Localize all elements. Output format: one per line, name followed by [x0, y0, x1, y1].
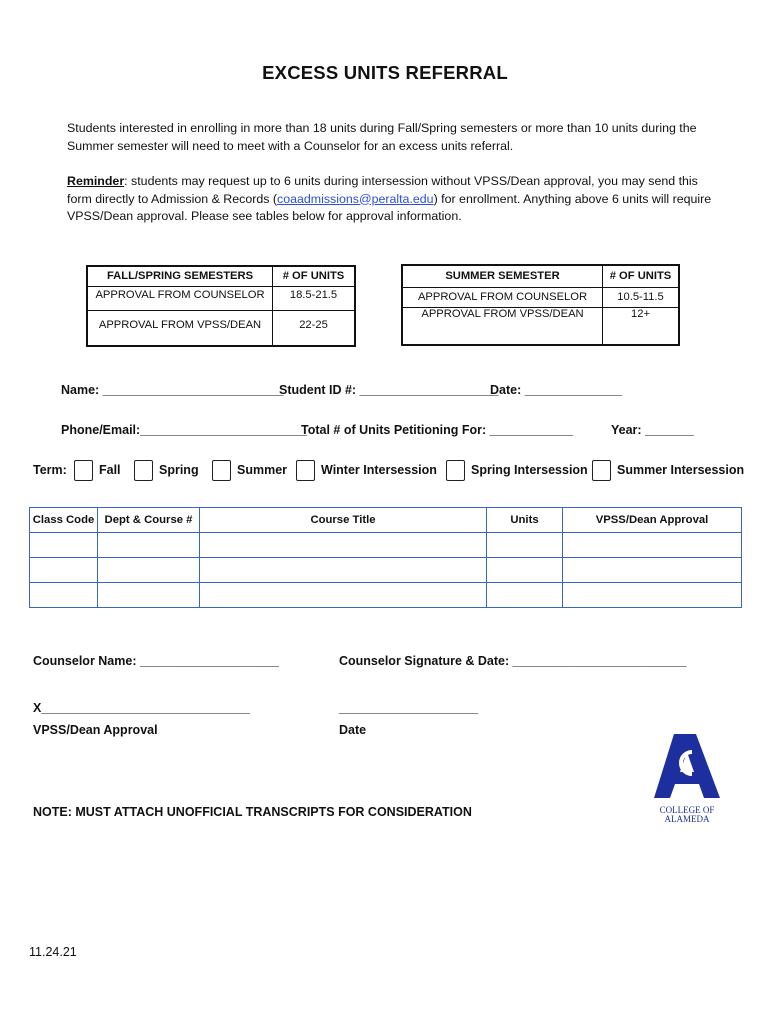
summer-checkbox[interactable]	[212, 460, 231, 481]
winter-intersession-checkbox[interactable]	[296, 460, 315, 481]
summer-row-units: 12+	[603, 307, 680, 345]
fall-spring-row-label: APPROVAL FROM VPSS/DEAN	[87, 310, 273, 346]
fall-spring-row-units: 22-25	[273, 310, 356, 346]
term-label: Term:	[33, 463, 67, 477]
fall-spring-header-units: # OF UNITS	[273, 266, 356, 286]
term-option-label: Fall	[99, 463, 121, 477]
transcript-note: NOTE: MUST ATTACH UNOFFICIAL TRANSCRIPTS FOR CONSIDERATION	[33, 805, 472, 819]
units-cell[interactable]	[487, 558, 563, 583]
table-row	[30, 558, 742, 583]
student-id-field[interactable]: Student ID #: ____________________	[279, 383, 499, 397]
term-option-summer[interactable]	[212, 457, 287, 483]
counselor-name-field[interactable]: Counselor Name: ____________________	[33, 654, 280, 668]
fall-spring-header-semester: FALL/SPRING SEMESTERS	[87, 266, 273, 286]
term-option-label: Spring Intersession	[471, 463, 588, 477]
course-title-cell[interactable]	[200, 583, 487, 608]
summer-row-units: 10.5-11.5	[603, 287, 680, 307]
vpss-date-label: Date	[339, 723, 367, 737]
term-option-fall[interactable]	[74, 457, 121, 483]
class-code-cell[interactable]	[30, 583, 98, 608]
fall-checkbox[interactable]	[74, 460, 93, 481]
term-option-label: Summer	[237, 463, 288, 477]
approval-cell[interactable]	[563, 558, 742, 583]
college-logo	[652, 734, 722, 824]
form-title: EXCESS UNITS REFERRAL	[262, 62, 508, 83]
summer-row-label: APPROVAL FROM VPSS/DEAN	[402, 307, 603, 345]
vpss-date-line[interactable]: ____________________	[339, 701, 479, 715]
total-units-field[interactable]: Total # of Units Petitioning For: ____________	[301, 423, 574, 437]
dept-course-cell[interactable]	[98, 583, 200, 608]
reminder-label: Reminder	[67, 174, 125, 188]
term-selector	[33, 457, 763, 483]
class-code-cell[interactable]	[30, 558, 98, 583]
dept-course-cell[interactable]	[98, 533, 200, 558]
approval-cell[interactable]	[563, 583, 742, 608]
fall-spring-row-label: APPROVAL FROM COUNSELOR	[87, 286, 273, 310]
college-a-logo-icon	[652, 734, 722, 800]
spring-intersession-checkbox[interactable]	[446, 460, 465, 481]
term-option-label: Winter Intersession	[321, 463, 437, 477]
reminder-text-before: : students may request up to 6 units during intersession without VPSS/Dean approval, you may send this form directly to Admission & Records (	[67, 174, 698, 206]
phone-email-field[interactable]: Phone/Email:________________________	[61, 423, 308, 437]
summer-header-units: # OF UNITS	[603, 265, 680, 287]
fall-spring-row-units: 18.5-21.5	[273, 286, 356, 310]
intro-paragraph: Students interested in enrolling in more than 18 units during Fall/Spring semesters or more than 10 units during the Summer semester will need to meet with a Counselor for an excess units referral.	[67, 121, 697, 153]
term-option-label: Summer Intersession	[617, 463, 745, 477]
class-code-cell[interactable]	[30, 533, 98, 558]
vpss-signature-line[interactable]: X______________________________	[33, 701, 250, 715]
date-field[interactable]: Date: ______________	[490, 383, 623, 397]
class-code-header: Class Code	[30, 508, 98, 533]
course-title-cell[interactable]	[200, 558, 487, 583]
table-row	[30, 583, 742, 608]
summer-row-label: APPROVAL FROM COUNSELOR	[402, 287, 603, 307]
term-option-summer-intersession[interactable]	[592, 457, 744, 483]
spring-checkbox[interactable]	[134, 460, 153, 481]
logo-text-line1: COLLEGE OF	[659, 805, 715, 815]
reminder-text-after: ) for enrollment. Anything above 6 units will require VPSS/Dean approval. Please see tables below for approval information.	[67, 191, 712, 223]
logo-text-line2: ALAMEDA	[664, 814, 710, 824]
reminder-paragraph	[67, 173, 717, 226]
summer-approval-table	[401, 264, 680, 346]
approval-cell[interactable]	[563, 533, 742, 558]
form-version: 11.24.21	[29, 945, 77, 959]
summer-intersession-checkbox[interactable]	[592, 460, 611, 481]
term-option-spring-intersession[interactable]	[446, 457, 588, 483]
dept-course-cell[interactable]	[98, 558, 200, 583]
course-title-header: Course Title	[200, 508, 487, 533]
table-row	[30, 533, 742, 558]
units-cell[interactable]	[487, 533, 563, 558]
fall-spring-approval-table	[86, 265, 356, 347]
course-title-cell[interactable]	[200, 533, 487, 558]
admissions-email-link[interactable]: coaadmissions@peralta.edu	[277, 191, 434, 206]
vpss-dean-approval-header: VPSS/Dean Approval	[563, 508, 742, 533]
term-option-winter-intersession[interactable]	[296, 457, 437, 483]
vpss-approval-label: VPSS/Dean Approval	[33, 723, 158, 737]
units-cell[interactable]	[487, 583, 563, 608]
term-option-spring[interactable]	[134, 457, 199, 483]
summer-header-semester: SUMMER SEMESTER	[402, 265, 603, 287]
dept-course-header: Dept & Course #	[98, 508, 200, 533]
term-option-label: Spring	[159, 463, 199, 477]
units-header: Units	[487, 508, 563, 533]
class-table	[29, 507, 742, 608]
counselor-signature-field[interactable]: Counselor Signature & Date: _________________________	[339, 654, 687, 668]
year-field[interactable]: Year: _______	[611, 423, 694, 437]
name-field[interactable]: Name: __________________________	[61, 383, 284, 397]
